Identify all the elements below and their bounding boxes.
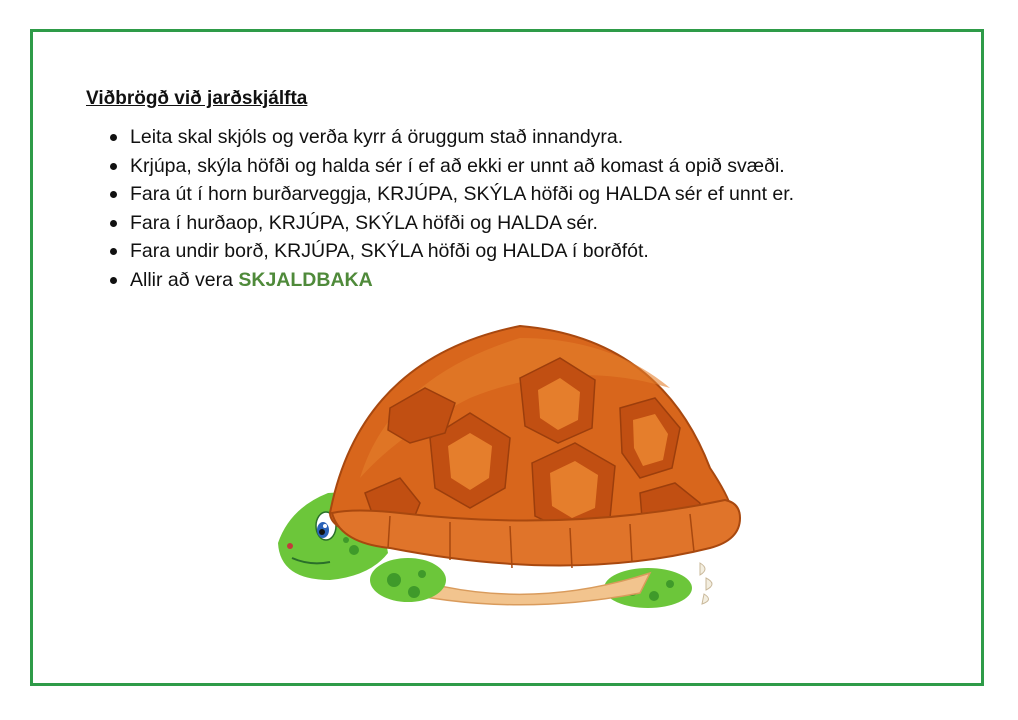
turtle-illustration xyxy=(270,318,750,618)
list-item: Leita skal skjóls og verða kyrr á öruggum stað innandyra. xyxy=(106,123,794,152)
document-title: Viðbrögð við jarðskjálfta xyxy=(86,88,308,109)
list-item: Fara út í horn burðarveggja, KRJÚPA, SKÝLA höfði og HALDA sér ef unnt er. xyxy=(106,180,794,209)
list-item: Fara undir borð, KRJÚPA, SKÝLA höfði og HALDA í borðfót. xyxy=(106,237,794,266)
list-item-last xyxy=(106,266,794,295)
instruction-list xyxy=(106,123,794,294)
emphasis-word: SKJALDBAKA xyxy=(238,268,373,291)
list-item: Krjúpa, skýla höfði og halda sér í ef að ekki er unnt að komast á opið svæði. xyxy=(106,152,794,181)
turtle-front-leg xyxy=(370,558,446,602)
list-item: Fara í hurðaop, KRJÚPA, SKÝLA höfði og HALDA sér. xyxy=(106,209,794,238)
list-item-prefix: Allir að vera xyxy=(130,268,239,291)
